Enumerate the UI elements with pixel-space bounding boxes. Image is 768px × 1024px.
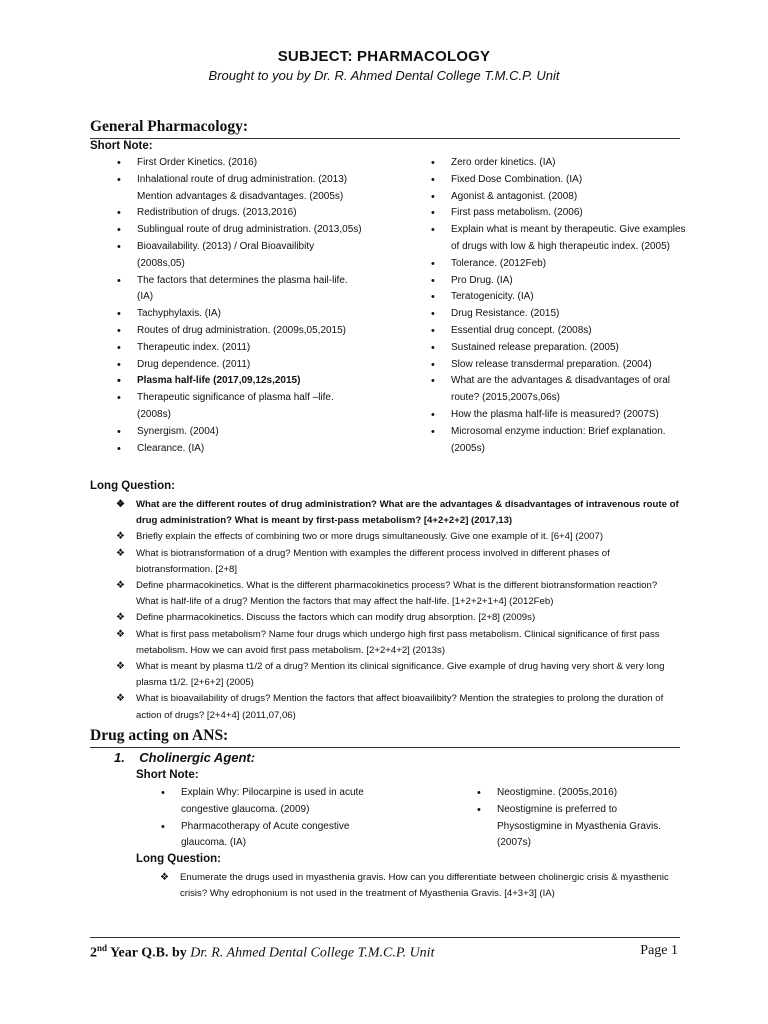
long-question-label: Long Question:	[136, 853, 221, 865]
list-item: • Neostigmine. (2005s,2016)	[474, 785, 684, 802]
ans-short-note-left-column	[158, 785, 368, 852]
list-item: • What are the advantages & disadvantages of oral route? (2015,2007s,06s)	[428, 373, 686, 407]
footer-credit: 2nd Year Q.B. by Dr. R. Ahmed Dental College T.M.C.P. Unit	[90, 943, 435, 961]
diamond-bullet-icon: ❖	[116, 547, 125, 559]
list-item: • Slow release transdermal preparation. (2004)	[428, 357, 686, 374]
diamond-bullet-icon: ❖	[116, 661, 125, 673]
list-item: • Explain Why: Pilocarpine is used in acute congestive glaucoma. (2009)	[158, 785, 368, 819]
list-item: • First Order Kinetics. (2016)	[114, 155, 364, 172]
long-question-list	[114, 497, 680, 724]
diamond-bullet-icon: ❖	[116, 628, 125, 640]
list-item: ❖ What is bioavailability of drugs? Mention the factors that affect bioavailibity? Mention the strategies to prolong the duration of action of drugs? [2+4+4] (2011,07,06)	[116, 693, 664, 721]
section-heading-general: General Pharmacology:	[90, 118, 680, 139]
list-item: ❖ What is first pass metabolism? Name four drugs which undergo high first pass metabolism. Clinical significance of first pass metabolism. How we can avoid first pass metabolism. [2+2+4+2] (2013s)	[116, 628, 660, 656]
footer-divider	[90, 937, 680, 938]
list-item: • Pharmacotherapy of Acute congestive glaucoma. (IA)	[158, 819, 368, 853]
list-item: • Essential drug concept. (2008s)	[428, 323, 686, 340]
short-note-left-column	[114, 155, 364, 457]
diamond-bullet-icon: ❖	[116, 612, 125, 624]
list-item: • Therapeutic index. (2011)	[114, 340, 364, 357]
short-note-label: Short Note:	[136, 769, 199, 781]
list-item: • Synergism. (2004)	[114, 424, 364, 441]
document-subtitle: Brought to you by Dr. R. Ahmed Dental College T.M.C.P. Unit	[208, 68, 560, 83]
list-item: • Teratogenicity. (IA)	[428, 289, 686, 306]
diamond-bullet-icon: ❖	[160, 872, 169, 883]
list-item: • Neostigmine is preferred to Physostigmine in Myasthenia Gravis. (2007s)	[474, 802, 684, 852]
list-item: • Therapeutic significance of plasma half –life. (2008s)	[114, 390, 364, 424]
ans-short-note-right-column	[474, 785, 684, 852]
list-item: • Sublingual route of drug administration. (2013,05s)	[114, 222, 364, 239]
list-item: • Agonist & antagonist. (2008)	[428, 189, 686, 206]
list-item: • Microsomal enzyme induction: Brief explanation. (2005s)	[428, 424, 686, 458]
list-item: ❖ Define pharmacokinetics. Discuss the factors which can modify drug absorption. [2+8] (2009s)	[114, 610, 680, 626]
list-item: • Clearance. (IA)	[114, 441, 364, 458]
list-item: ❖ Briefly explain the effects of combining two or more drugs simultaneously. Give one example of it. [6+4] (2007)	[114, 529, 680, 545]
ans-long-question-list	[158, 870, 680, 902]
short-note-right-column	[428, 155, 686, 457]
document-title: SUBJECT: PHARMACOLOGY	[277, 48, 491, 65]
list-item: • Sustained release preparation. (2005)	[428, 340, 686, 357]
list-item: • Drug dependence. (2011)	[114, 357, 364, 374]
list-item: • Redistribution of drugs. (2013,2016)	[114, 205, 364, 222]
diamond-bullet-icon: ❖	[116, 580, 125, 592]
list-item: • First pass metabolism. (2006)	[428, 205, 686, 222]
list-item: • Tachyphylaxis. (IA)	[114, 306, 364, 323]
list-item: • Pro Drug. (IA)	[428, 273, 686, 290]
list-item: ❖ What is meant by plasma t1/2 of a drug? Mention its clinical significance. Give example of drug having very short & very long plasma t1/2. [2+6+2] (2005)	[116, 661, 665, 689]
list-item: ❖ Enumerate the drugs used in myasthenia gravis. How can you differentiate between cholinergic crisis & myasthenic crisis? Why edrophonium is not used in the treatment of Myasthenia Gravis. [4+3+3] (IA)	[160, 872, 669, 900]
list-item: • Bioavailability. (2013) / Oral Bioavailibity (2008s,05)	[114, 239, 364, 273]
list-item: • Fixed Dose Combination. (IA)	[428, 172, 686, 189]
list-item: • How the plasma half-life is measured? (2007S)	[428, 407, 686, 424]
list-item: • The factors that determines the plasma hail-life. (IA)	[114, 273, 364, 307]
long-question-label: Long Question:	[90, 480, 175, 492]
diamond-bullet-icon: ❖	[116, 499, 125, 510]
list-item: • Routes of drug administration. (2009s,05,2015)	[114, 323, 364, 340]
subsection-heading-cholinergic: 1. Cholinergic Agent:	[114, 750, 256, 765]
list-item: • Tolerance. (2012Feb)	[428, 256, 686, 273]
list-item: • Zero order kinetics. (IA)	[428, 155, 686, 172]
list-item: • Drug Resistance. (2015)	[428, 306, 686, 323]
list-item: • Explain what is meant by therapeutic. Give examples of drugs with low & high therapeutic index. (2005)	[428, 222, 686, 256]
list-item: ❖ Define pharmacokinetics. What is the different pharmacokinetics process? What is the different biotransformation reaction? What is half-life of a drug? Mention the factors that may affect the half-life. [1+2+2+1+4] (2012Feb)	[116, 580, 658, 608]
short-note-label: Short Note:	[90, 140, 153, 152]
section-heading-ans: Drug acting on ANS:	[90, 727, 680, 748]
diamond-bullet-icon: ❖	[116, 693, 125, 705]
diamond-bullet-icon: ❖	[116, 531, 125, 543]
list-item: ❖ What is biotransformation of a drug? Mention with examples the different process involved in different phases of biotransformation. [2+8]	[116, 547, 610, 575]
list-item: • Inhalational route of drug administration. (2013) Mention advantages & disadvantages. (2005s)	[114, 172, 364, 206]
list-item: ❖ What are the different routes of drug administration? What are the advantages & disadvantages of intravenous route of drug administration? What is meant by first-pass metabolism? [4+2+2+2] (2017,13)	[116, 499, 679, 527]
list-item: • Plasma half-life (2017,09,12s,2015)	[114, 373, 364, 390]
page-number: Page 1	[640, 943, 678, 958]
